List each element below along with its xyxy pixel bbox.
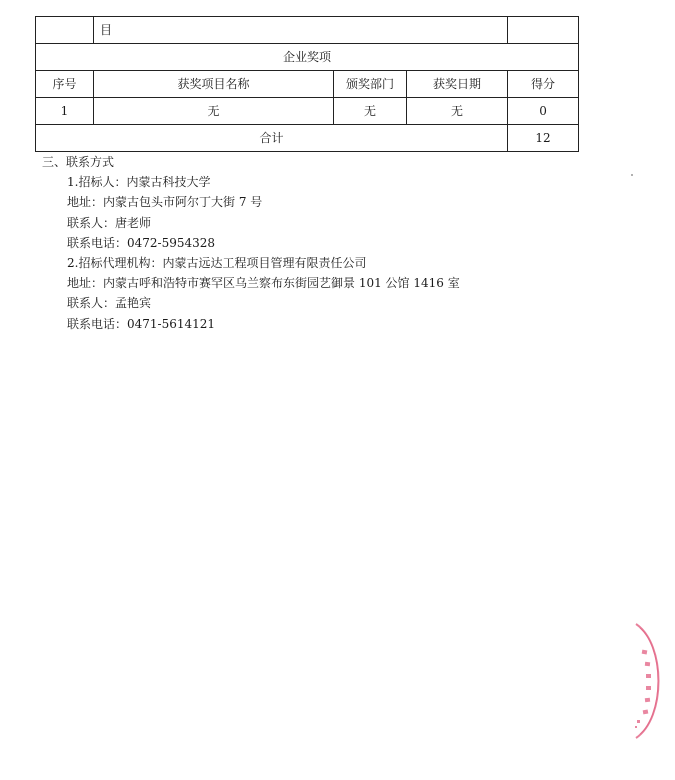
total-label: 合计 [36,125,508,152]
agency-line: 2.招标代理机构：内蒙古远达工程项目管理有限责任公司 [67,256,367,271]
award-score-table [35,16,579,152]
tenderer-line: 1.招标人：内蒙古科技大学 [67,175,211,190]
row-score: 0 [508,98,579,125]
agency-address: 地址：内蒙古呼和浩特市赛罕区乌兰察布东街园艺御景 101 公馆 1416 室 [67,276,460,291]
tenderer-address: 地址：内蒙古包头市阿尔丁大街 7 号 [67,195,263,210]
tenderer-contact-person: 联系人：唐老师 [67,215,152,230]
section-title-row [36,44,579,71]
table-cell-empty [508,17,579,44]
scan-speck [631,174,633,176]
row-award-name: 无 [94,98,334,125]
row-date: 无 [407,98,508,125]
total-value: 12 [508,125,579,152]
table-top-row [36,17,579,44]
agency-contact-person: 联系人：孟艳宾 [67,296,152,311]
header-department: 颁奖部门 [334,71,407,98]
table-cell-item: 目 [94,17,508,44]
header-row [36,71,579,98]
header-index: 序号 [36,71,94,98]
total-row [36,125,579,152]
table-row [36,98,579,125]
section-title: 企业奖项 [36,44,579,71]
contact-section [42,152,642,334]
agency-phone: 联系电话：0471-5614121 [67,316,216,331]
header-score: 得分 [508,71,579,98]
seal-stamp-icon [604,610,674,750]
tenderer-phone: 联系电话：0472-5954328 [67,235,216,250]
row-index: 1 [36,98,94,125]
table-cell-empty [36,17,94,44]
header-award-name: 获奖项目名称 [94,71,334,98]
header-date: 获奖日期 [407,71,508,98]
row-department: 无 [334,98,407,125]
contact-heading: 三、联系方式 [42,155,115,169]
